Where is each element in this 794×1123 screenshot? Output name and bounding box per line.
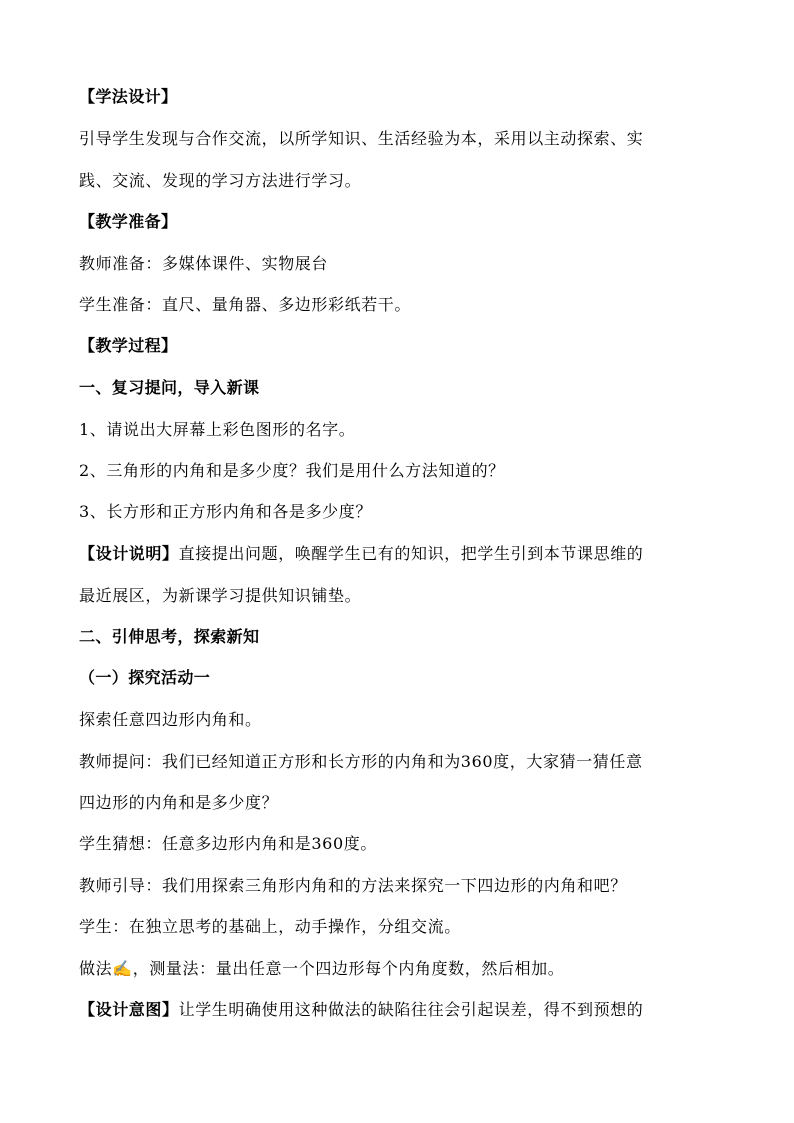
intent-text: 让学生明确使用这种做法的缺陷往往会引起误差，得不到预想的 [178,1000,644,1019]
student-guess: 学生猜想：任意多边形内角和是360度。 [79,834,377,853]
activity1-heading: （一）探究活动一 [79,668,211,687]
study-design-paragraph-line1: 引导学生发现与合作交流，以所学知识、生活经验为本，采用以主动探索、实 [79,129,644,148]
part1-heading: 一、复习提问，导入新课 [79,378,260,397]
activity1-task: 探索任意四边形内角和。 [79,710,262,729]
study-design-heading: 【学法设计】 [79,87,178,106]
method: 做法✍，测量法：量出任意一个四边形每个内角度数，然后相加。 [79,959,565,978]
prep-student: 学生准备：直尺、量角器、多边形彩纸若干。 [79,295,412,314]
question-1: 1、请说出大屏幕上彩色图形的名字。 [79,420,356,439]
study-design-paragraph-line2: 践、交流、发现的学习方法进行学习。 [79,171,362,190]
design-note-text: 直接提出问题，唤醒学生已有的知识，把学生引到本节课思维的 [178,544,644,563]
design-note-line1 [79,543,643,565]
teacher-guide: 教师引导：我们用探索三角形内角和的方法来探究一下四边形的内角和吧？ [79,876,627,895]
intent-label: 【设计意图】 [79,1000,179,1019]
process-heading: 【教学过程】 [79,336,178,355]
part2-heading: 二、引伸思考，探索新知 [79,627,260,646]
question-3: 3、长方形和正方形内角和各是多少度？ [79,502,372,521]
teacher-question-line2: 四边形的内角和是多少度？ [79,793,279,812]
design-note-line2: 最近展区，为新课学习提供知识铺垫。 [79,586,362,605]
teacher-question-line1: 教师提问：我们已经知道正方形和长方形的内角和为360度，大家猜一猜任意 [79,752,643,771]
student-action: 学生：在独立思考的基础上，动手操作，分组交流。 [79,917,461,936]
prep-heading: 【教学准备】 [79,212,178,231]
design-note-label: 【设计说明】 [79,544,179,563]
intent-line1 [79,999,643,1021]
question-2: 2、三角形的内角和是多少度？我们是用什么方法知道的？ [79,461,505,480]
prep-teacher: 教师准备：多媒体课件、实物展台 [79,254,329,273]
